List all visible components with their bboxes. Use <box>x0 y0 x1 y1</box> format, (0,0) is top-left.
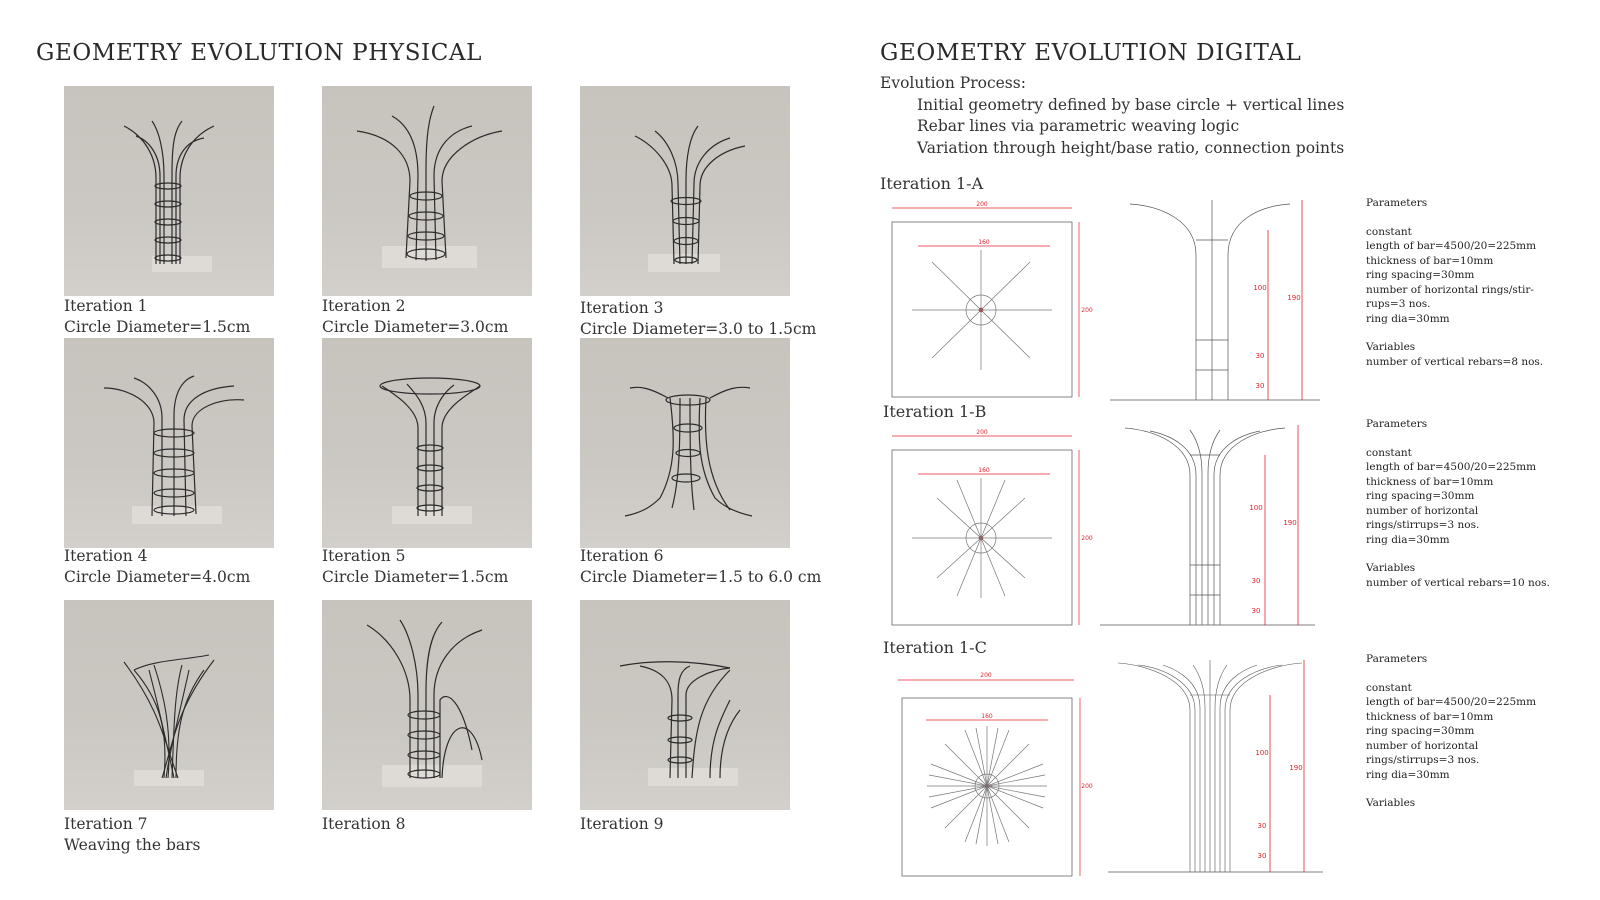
param-line: thickness of bar=10mm <box>1366 254 1494 267</box>
wire-model-iteration-7 <box>64 600 274 810</box>
plan-drawing-1c <box>890 668 1093 880</box>
dim-h3: 30 <box>1255 382 1265 390</box>
photo-iteration-2 <box>322 86 532 296</box>
caption-label: Iteration 5 <box>322 547 406 565</box>
wire-model-iteration-6 <box>580 338 790 548</box>
param-line: length of bar=4500/20=225mm <box>1366 240 1537 252</box>
dim-side: 200 <box>1081 783 1093 790</box>
caption-label: Iteration 4 <box>64 547 148 565</box>
dim-h1: 100 <box>1255 749 1269 757</box>
params-heading: Parameters <box>1366 197 1428 209</box>
param-line: ring dia=30mm <box>1366 312 1450 325</box>
caption-desc: Circle Diameter=3.0cm <box>322 318 509 336</box>
dim-top: 200 <box>980 672 992 679</box>
iteration-1a-label: Iteration 1-A <box>880 174 984 193</box>
dim-total: 190 <box>1287 294 1301 302</box>
variables-heading: Variables <box>1366 562 1416 574</box>
variable-line: number of vertical rebars=10 nos. <box>1366 576 1550 589</box>
params-1b <box>1366 417 1566 590</box>
caption-iteration-5 <box>322 546 508 588</box>
dim-h2: 30 <box>1251 577 1261 585</box>
param-line: thickness of bar=10mm <box>1366 475 1494 488</box>
param-line: number of horizontal rings/stirrups=3 nos. <box>1366 504 1480 531</box>
photo-iteration-3 <box>580 86 790 296</box>
caption-label: Iteration 7 <box>64 815 148 833</box>
photo-iteration-8 <box>322 600 532 810</box>
param-line: number of horizontal rings/stirrups=3 nos. <box>1366 739 1480 766</box>
process-item: Initial geometry defined by base circle + vertical lines <box>917 96 1345 114</box>
caption-label: Iteration 3 <box>580 299 664 317</box>
dim-inner: 160 <box>978 239 990 246</box>
caption-iteration-3 <box>580 298 816 340</box>
constant-heading: constant <box>1366 446 1412 459</box>
process-heading: Evolution Process: <box>880 74 1026 92</box>
dim-h2: 30 <box>1255 352 1265 360</box>
wire-model-iteration-3 <box>580 86 790 296</box>
param-line: ring dia=30mm <box>1366 768 1450 781</box>
wire-model-iteration-5 <box>322 338 532 548</box>
caption-iteration-1 <box>64 296 250 338</box>
caption-iteration-4 <box>64 546 250 588</box>
wire-model-iteration-2 <box>322 86 532 296</box>
iteration-1b-label: Iteration 1-B <box>883 402 987 421</box>
dim-h1: 100 <box>1253 284 1267 292</box>
constant-heading: constant <box>1366 225 1412 238</box>
caption-iteration-9 <box>580 814 663 835</box>
wire-model-iteration-8 <box>322 600 532 810</box>
dim-h2: 30 <box>1257 822 1267 830</box>
params-heading: Parameters <box>1366 418 1428 430</box>
params-1c <box>1366 652 1566 811</box>
dim-h1: 100 <box>1249 504 1263 512</box>
caption-desc: Circle Diameter=1.5 to 6.0 cm <box>580 568 822 586</box>
digital-title: GEOMETRY EVOLUTION DIGITAL <box>880 40 1302 66</box>
dim-inner: 160 <box>981 713 993 720</box>
param-line: ring spacing=30mm <box>1366 490 1475 502</box>
caption-desc: Circle Diameter=3.0 to 1.5cm <box>580 320 817 338</box>
caption-desc: Weaving the bars <box>64 836 201 854</box>
caption-iteration-8 <box>322 814 405 835</box>
params-1a <box>1366 196 1566 369</box>
iteration-1c-label: Iteration 1-C <box>883 638 987 657</box>
dim-total: 190 <box>1283 519 1297 527</box>
dim-total: 190 <box>1289 764 1303 772</box>
dim-h3: 30 <box>1257 852 1267 860</box>
photo-iteration-6 <box>580 338 790 548</box>
photo-iteration-4 <box>64 338 274 548</box>
dim-top: 200 <box>976 201 988 208</box>
plan-drawing-1a <box>882 200 1092 400</box>
process-item: Rebar lines via parametric weaving logic <box>917 117 1240 135</box>
dim-h3: 30 <box>1251 607 1261 615</box>
param-line: ring spacing=30mm <box>1366 269 1475 281</box>
elevation-drawing-1b <box>1100 425 1325 630</box>
dim-side: 200 <box>1081 307 1093 314</box>
process-item: Variation through height/base ratio, connection points <box>917 139 1345 157</box>
caption-label: Iteration 1 <box>64 297 148 315</box>
param-line: ring spacing=30mm <box>1366 725 1475 737</box>
constant-heading: constant <box>1366 681 1412 694</box>
wire-model-iteration-1 <box>64 86 274 296</box>
caption-iteration-2 <box>322 296 508 338</box>
caption-desc: Circle Diameter=1.5cm <box>322 568 509 586</box>
param-line: length of bar=4500/20=225mm <box>1366 696 1537 708</box>
caption-label: Iteration 8 <box>322 815 406 833</box>
photo-iteration-1 <box>64 86 274 296</box>
param-line: ring dia=30mm <box>1366 533 1450 546</box>
caption-desc: Circle Diameter=4.0cm <box>64 568 251 586</box>
param-line: thickness of bar=10mm <box>1366 710 1494 723</box>
caption-iteration-7 <box>64 814 200 856</box>
photo-iteration-9 <box>580 600 790 810</box>
caption-label: Iteration 9 <box>580 815 664 833</box>
elevation-drawing-1a <box>1110 200 1325 405</box>
variables-heading: Variables <box>1366 341 1416 353</box>
elevation-drawing-1c <box>1108 660 1328 880</box>
dim-top: 200 <box>976 429 988 436</box>
caption-label: Iteration 2 <box>322 297 406 315</box>
params-heading: Parameters <box>1366 653 1428 665</box>
dim-side: 200 <box>1081 535 1093 542</box>
variables-heading: Variables <box>1366 797 1416 809</box>
dim-inner: 160 <box>978 467 990 474</box>
param-line: number of horizontal rings/stir-rups=3 nos. <box>1366 283 1534 310</box>
caption-desc: Circle Diameter=1.5cm <box>64 318 251 336</box>
param-line: length of bar=4500/20=225mm <box>1366 461 1537 473</box>
photo-iteration-7 <box>64 600 274 810</box>
wire-model-iteration-4 <box>64 338 274 548</box>
caption-label: Iteration 6 <box>580 547 664 565</box>
plan-drawing-1b <box>882 428 1092 628</box>
physical-title: GEOMETRY EVOLUTION PHYSICAL <box>36 40 483 66</box>
wire-model-iteration-9 <box>580 600 790 810</box>
caption-iteration-6 <box>580 546 821 588</box>
variable-line: number of vertical rebars=8 nos. <box>1366 355 1544 368</box>
photo-iteration-5 <box>322 338 532 548</box>
